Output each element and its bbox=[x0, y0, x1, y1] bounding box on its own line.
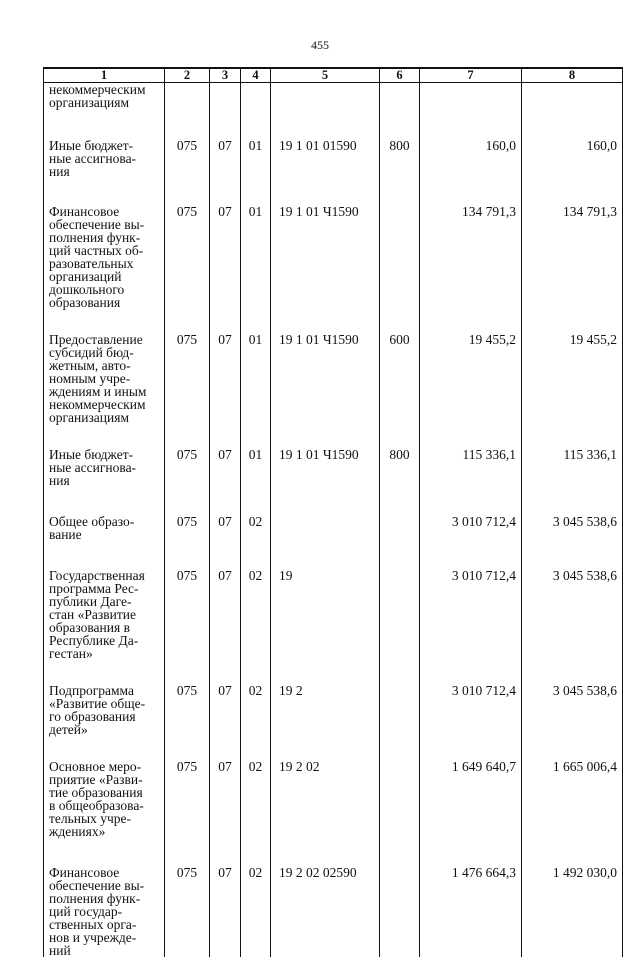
row-name: Иные бюджет- ные ассигнова- ния bbox=[44, 448, 165, 515]
row-value-col8: 160,0 bbox=[522, 139, 623, 205]
header-col-2: 2 bbox=[165, 68, 210, 83]
row-value-col7: 134 791,3 bbox=[420, 205, 522, 333]
budget-table bbox=[43, 67, 623, 957]
row-target-code: 19 1 01 01590 bbox=[271, 139, 380, 205]
page-number: 455 bbox=[311, 38, 329, 52]
row-value-col8: 3 045 538,6 bbox=[522, 515, 623, 569]
row-target-code: 19 2 bbox=[271, 684, 380, 760]
row-value-col7: 160,0 bbox=[420, 139, 522, 205]
row-group-code: 02 bbox=[241, 515, 271, 569]
table-body bbox=[44, 83, 623, 958]
row-expense-type bbox=[380, 866, 420, 957]
row-name: Финансовое обеспечение вы- полнения функ- ций государ- ственных орга- нов и учрежде- ний bbox=[44, 866, 165, 957]
table-row bbox=[44, 448, 623, 515]
row-expense-type bbox=[380, 760, 420, 866]
row-expense-type bbox=[380, 515, 420, 569]
row-group-code bbox=[241, 83, 271, 140]
row-value-col7: 3 010 712,4 bbox=[420, 684, 522, 760]
row-section-code: 075 bbox=[165, 448, 210, 515]
row-subsection-code: 07 bbox=[210, 569, 241, 684]
row-target-code: 19 bbox=[271, 569, 380, 684]
row-value-col8: 19 455,2 bbox=[522, 333, 623, 448]
row-target-code bbox=[271, 83, 380, 140]
row-value-col8: 134 791,3 bbox=[522, 205, 623, 333]
header-col-3: 3 bbox=[210, 68, 241, 83]
row-subsection-code: 07 bbox=[210, 515, 241, 569]
header-col-8: 8 bbox=[522, 68, 623, 83]
row-name: Подпрограмма «Развитие обще- го образования детей» bbox=[44, 684, 165, 760]
row-expense-type: 600 bbox=[380, 333, 420, 448]
row-group-code: 02 bbox=[241, 684, 271, 760]
row-value-col8: 1 665 006,4 bbox=[522, 760, 623, 866]
row-group-code: 01 bbox=[241, 205, 271, 333]
row-name: Предоставление субсидий бюд- жетным, авто- номным учре- ждениям и иным некоммерческим организациям bbox=[44, 333, 165, 448]
row-target-code: 19 1 01 Ч1590 bbox=[271, 333, 380, 448]
row-expense-type bbox=[380, 83, 420, 140]
header-col-1: 1 bbox=[44, 68, 165, 83]
row-section-code: 075 bbox=[165, 866, 210, 957]
table-row bbox=[44, 569, 623, 684]
row-name: Иные бюджет- ные ассигнова- ния bbox=[44, 139, 165, 205]
row-target-code bbox=[271, 515, 380, 569]
row-value-col8: 3 045 538,6 bbox=[522, 684, 623, 760]
row-group-code: 02 bbox=[241, 866, 271, 957]
header-col-4: 4 bbox=[241, 68, 271, 83]
row-target-code: 19 1 01 Ч1590 bbox=[271, 205, 380, 333]
row-expense-type: 800 bbox=[380, 448, 420, 515]
table-row bbox=[44, 205, 623, 333]
table-row bbox=[44, 515, 623, 569]
row-group-code: 01 bbox=[241, 139, 271, 205]
row-section-code: 075 bbox=[165, 139, 210, 205]
row-expense-type bbox=[380, 684, 420, 760]
row-section-code bbox=[165, 83, 210, 140]
row-subsection-code: 07 bbox=[210, 333, 241, 448]
table-row bbox=[44, 139, 623, 205]
row-section-code: 075 bbox=[165, 760, 210, 866]
row-name: Основное меро- приятие «Разви- тие образования в общеобразова- тельных учре- ждениях» bbox=[44, 760, 165, 866]
row-name: некоммерческим организациям bbox=[44, 83, 165, 140]
row-subsection-code: 07 bbox=[210, 205, 241, 333]
table-row bbox=[44, 83, 623, 140]
row-group-code: 02 bbox=[241, 569, 271, 684]
table-row bbox=[44, 866, 623, 957]
row-value-col7: 3 010 712,4 bbox=[420, 569, 522, 684]
row-section-code: 075 bbox=[165, 205, 210, 333]
row-value-col7: 3 010 712,4 bbox=[420, 515, 522, 569]
header-col-5: 5 bbox=[271, 68, 380, 83]
row-value-col8: 1 492 030,0 bbox=[522, 866, 623, 957]
table-row bbox=[44, 760, 623, 866]
header-col-6: 6 bbox=[380, 68, 420, 83]
row-group-code: 02 bbox=[241, 760, 271, 866]
row-expense-type bbox=[380, 569, 420, 684]
row-section-code: 075 bbox=[165, 569, 210, 684]
row-group-code: 01 bbox=[241, 448, 271, 515]
row-expense-type: 800 bbox=[380, 139, 420, 205]
header-col-7: 7 bbox=[420, 68, 522, 83]
row-subsection-code: 07 bbox=[210, 448, 241, 515]
row-subsection-code: 07 bbox=[210, 139, 241, 205]
row-name: Финансовое обеспечение вы- полнения функ- ций частных об- разовательных организаций дошкольного образования bbox=[44, 205, 165, 333]
row-name: Государственная программа Рес- публики Даге- стан «Развитие образования в Республике Да- гестан» bbox=[44, 569, 165, 684]
header-row bbox=[44, 68, 623, 83]
row-value-col7: 115 336,1 bbox=[420, 448, 522, 515]
row-value-col8 bbox=[522, 83, 623, 140]
row-section-code: 075 bbox=[165, 333, 210, 448]
row-section-code: 075 bbox=[165, 515, 210, 569]
row-subsection-code bbox=[210, 83, 241, 140]
row-expense-type bbox=[380, 205, 420, 333]
row-value-col7: 1 649 640,7 bbox=[420, 760, 522, 866]
row-name: Общее образо- вание bbox=[44, 515, 165, 569]
row-value-col7: 19 455,2 bbox=[420, 333, 522, 448]
row-value-col8: 3 045 538,6 bbox=[522, 569, 623, 684]
row-target-code: 19 2 02 bbox=[271, 760, 380, 866]
row-value-col8: 115 336,1 bbox=[522, 448, 623, 515]
table-row bbox=[44, 333, 623, 448]
row-group-code: 01 bbox=[241, 333, 271, 448]
table-row bbox=[44, 684, 623, 760]
row-section-code: 075 bbox=[165, 684, 210, 760]
row-subsection-code: 07 bbox=[210, 760, 241, 866]
row-value-col7: 1 476 664,3 bbox=[420, 866, 522, 957]
row-value-col7 bbox=[420, 83, 522, 140]
row-target-code: 19 1 01 Ч1590 bbox=[271, 448, 380, 515]
row-subsection-code: 07 bbox=[210, 866, 241, 957]
row-subsection-code: 07 bbox=[210, 684, 241, 760]
row-target-code: 19 2 02 02590 bbox=[271, 866, 380, 957]
